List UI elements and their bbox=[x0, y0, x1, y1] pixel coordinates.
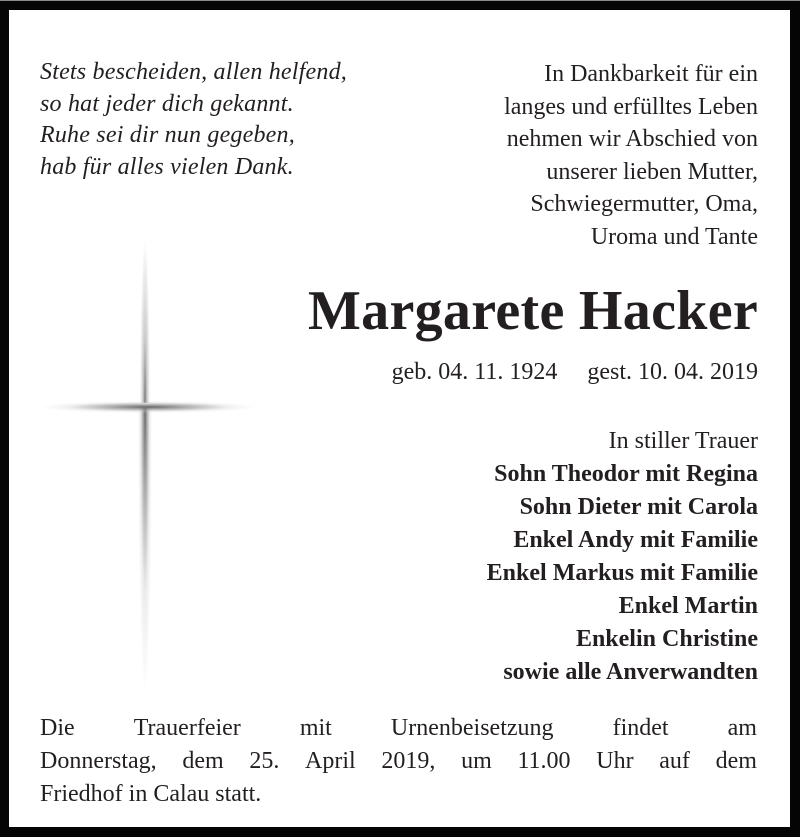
word: Die bbox=[40, 715, 75, 741]
word: dem bbox=[715, 748, 757, 774]
cross-upper-beam bbox=[140, 238, 150, 403]
deceased-name: Margarete Hacker bbox=[308, 280, 758, 342]
life-dates bbox=[392, 356, 758, 388]
farewell-intro bbox=[504, 58, 758, 253]
mourners-heading: In stiller Trauer bbox=[608, 428, 758, 454]
mourner: Enkel Andy mit Familie bbox=[513, 527, 758, 553]
intro-line: langes und erfülltes Leben bbox=[504, 93, 758, 120]
intro-line: unserer lieben Mutter, bbox=[546, 158, 758, 185]
mourner: Enkel Markus mit Familie bbox=[486, 560, 758, 586]
intro-line: Schwiegermutter, Oma, bbox=[530, 191, 758, 217]
intro-line: nehmen wir Abschied von bbox=[506, 126, 758, 152]
word: um bbox=[461, 748, 492, 774]
word: Trauerfeier bbox=[133, 715, 241, 741]
poem-line: Stets bescheiden, allen helfend, bbox=[40, 59, 347, 85]
poem-line: hab für alles vielen Dank. bbox=[40, 153, 294, 180]
word: findet bbox=[612, 715, 669, 741]
funeral-announcement bbox=[40, 712, 757, 811]
word: Donnerstag, bbox=[40, 748, 157, 774]
word: auf bbox=[659, 748, 690, 774]
death-date: gest. 10. 04. 2019 bbox=[587, 359, 758, 385]
poem-line: Ruhe sei dir nun gegeben, bbox=[40, 122, 295, 148]
announcement-line: Friedhof in Calau statt. bbox=[40, 781, 262, 807]
mourner: Sohn Theodor mit Regina bbox=[494, 461, 758, 487]
mourner: sowie alle Anverwandten bbox=[503, 659, 758, 685]
cross-lower-beam bbox=[138, 408, 152, 694]
birth-date: geb. 04. 11. 1924 bbox=[391, 359, 558, 385]
mourner: Sohn Dieter mit Carola bbox=[519, 494, 758, 520]
memorial-poem bbox=[40, 57, 347, 183]
word: April bbox=[305, 748, 356, 774]
announcement-line bbox=[40, 712, 757, 745]
word: dem bbox=[182, 748, 224, 774]
cross-icon bbox=[40, 238, 256, 694]
word: 11.00 bbox=[517, 748, 571, 774]
cross-crossbar bbox=[40, 401, 256, 413]
word: 25. bbox=[249, 748, 280, 774]
announcement-line bbox=[40, 745, 757, 778]
mourner: Enkelin Christine bbox=[575, 626, 758, 652]
word: 2019, bbox=[381, 748, 436, 774]
word: Urnenbeisetzung bbox=[390, 715, 554, 741]
word: Uhr bbox=[596, 748, 634, 774]
mourners-list bbox=[487, 425, 758, 689]
mourner: Enkel Martin bbox=[618, 593, 758, 619]
word: mit bbox=[299, 715, 332, 741]
word: am bbox=[727, 715, 757, 741]
poem-line: so hat jeder dich gekannt. bbox=[40, 90, 294, 117]
intro-line: Uroma und Tante bbox=[590, 223, 758, 250]
intro-line: In Dankbarkeit für ein bbox=[544, 61, 758, 87]
